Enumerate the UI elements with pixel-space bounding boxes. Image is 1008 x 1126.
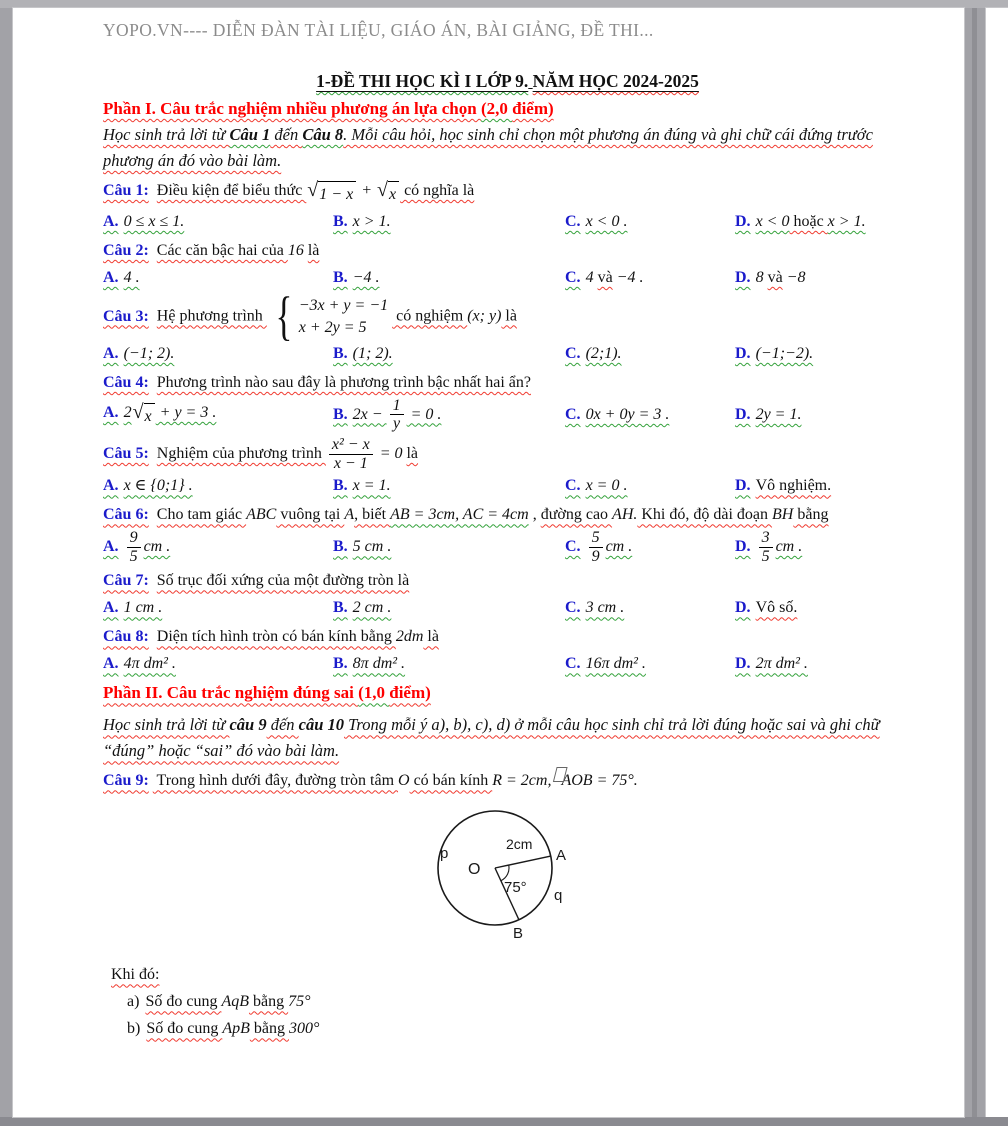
text-run: Điều kiện để biểu thức	[156, 182, 307, 199]
text-run: vuông tại	[276, 506, 345, 524]
option-B	[333, 341, 565, 367]
text-run: 300°	[288, 1020, 320, 1038]
text-run: điểm)	[389, 683, 431, 703]
question-5	[103, 436, 912, 499]
option-letter: C.	[565, 213, 581, 230]
question-label: Câu 8:	[103, 628, 149, 646]
option-D	[735, 341, 912, 367]
question-7	[103, 568, 912, 621]
text-run: 8π dm² .	[352, 655, 406, 673]
equation-line: x + 2y = 5	[298, 319, 367, 337]
center-label: O	[468, 861, 481, 879]
option-letter: C.	[565, 344, 581, 362]
text-run: 5 cm .	[352, 538, 392, 556]
fraction: $\frac{9}{5}$	[127, 529, 141, 565]
text-run: 2dm	[395, 628, 424, 646]
text-run: Nghiệm của phương trình	[156, 444, 326, 462]
option-C	[565, 209, 735, 235]
text-run: 1 cm .	[123, 599, 163, 617]
point-B-label: B	[513, 925, 524, 943]
option-letter: C.	[565, 538, 581, 556]
option-A	[103, 529, 333, 565]
text-run: BH	[772, 506, 794, 524]
text-run: x = 0 .	[585, 477, 628, 495]
sub-item-label: a)	[127, 993, 140, 1011]
option-C	[565, 473, 735, 499]
question-9-label: Câu 9:	[103, 772, 149, 790]
option-B	[333, 209, 565, 235]
question-label: Câu 5:	[103, 444, 149, 462]
text-run: bằng	[249, 1020, 289, 1038]
text-run: x > 1.	[827, 213, 866, 230]
text-run: Câu 1	[229, 125, 271, 144]
question-4	[103, 370, 912, 433]
option-letter: B.	[333, 213, 348, 230]
text-run: hoặc	[789, 213, 828, 230]
sub-items	[103, 988, 912, 1042]
options-row	[103, 473, 912, 499]
option-letter: A.	[103, 269, 119, 286]
text-run: có bán kính	[409, 772, 493, 790]
option-letter: D.	[735, 344, 751, 362]
option-A	[103, 341, 333, 367]
option-A	[103, 209, 333, 235]
question-9-text	[153, 772, 638, 789]
window-top-strip	[0, 0, 1008, 8]
text-run: ApB	[222, 1020, 250, 1038]
option-D	[735, 595, 912, 621]
sub-item-label: b)	[127, 1020, 141, 1038]
question-stem	[103, 624, 912, 650]
text-run: Các căn bậc hai của	[156, 242, 288, 259]
text-run: đến	[270, 125, 303, 144]
option-C	[565, 265, 735, 291]
option-A	[103, 473, 333, 499]
arc-q-label: q	[554, 887, 563, 905]
text-run: O	[398, 772, 410, 790]
text-run: Phần I. Câu trắc nghiệm nhiều phương án lựa chọn	[103, 99, 481, 118]
text-run: = 0	[375, 444, 407, 462]
text-run: 2y = 1.	[755, 405, 802, 423]
fraction: $\frac{1}{y}$	[390, 397, 404, 433]
text-run: là	[423, 628, 439, 646]
text-run: Phần II. Câu trắc nghiệm đúng sai	[103, 683, 359, 703]
question-stem	[103, 436, 912, 472]
text-run: đường cao	[540, 506, 613, 524]
text-run: . Mỗi câu hỏi, học sinh chỉ chọn một phương án đúng và ghi chữ cái đứng trước phương án đó vào bài làm.	[103, 125, 873, 170]
option-letter: B.	[333, 405, 348, 423]
equation-system: { −3x + y = −1 x + 2y = 5	[275, 286, 389, 346]
text-run: 2	[123, 403, 132, 421]
option-D	[735, 529, 912, 565]
text-run: NĂM HỌC 2024-2025	[532, 71, 699, 91]
option-letter: A.	[103, 213, 119, 230]
angle-value-label: 75°	[504, 879, 527, 897]
option-letter: C.	[565, 477, 581, 495]
option-letter: A.	[103, 477, 119, 495]
text-run: 2 cm .	[352, 599, 392, 617]
question-label: Câu 7:	[103, 572, 149, 590]
text-run: Số đo cung	[146, 1020, 223, 1038]
radius-length-label: 2cm	[506, 836, 533, 853]
text-run: cm .	[605, 538, 633, 556]
question-label: Câu 6:	[103, 506, 149, 524]
text-run: điểm)	[512, 99, 554, 118]
text-run: 4π dm² .	[123, 655, 176, 673]
sub-item-a	[103, 988, 912, 1015]
text-run: ,	[528, 506, 541, 524]
text-run: AB = 3cm, AC = 4cm	[390, 506, 529, 524]
circle-diagram	[430, 800, 615, 960]
part1-heading	[103, 96, 912, 122]
text-run: (2;1).	[585, 344, 622, 362]
option-letter: B.	[333, 655, 348, 673]
question-label: Câu 1:	[103, 182, 149, 199]
option-B	[333, 534, 565, 560]
options-row	[103, 397, 912, 433]
text-run: Câu 8	[302, 125, 344, 144]
text-run: Số đo cung	[145, 993, 222, 1011]
option-D	[735, 265, 912, 291]
question-stem	[103, 178, 912, 208]
part1-instructions	[103, 122, 908, 174]
option-D	[735, 209, 912, 235]
text-run: bằng	[248, 993, 289, 1011]
text-run: câu 10	[298, 715, 345, 735]
text-run: x < 0 .	[585, 213, 628, 230]
text-run: x > 1.	[352, 213, 391, 230]
option-letter: D.	[735, 599, 751, 617]
text-run: = 0 .	[406, 405, 442, 423]
text-run: câu 9	[229, 715, 267, 735]
text-run: Vô nghiệm.	[755, 477, 832, 495]
option-B	[333, 397, 565, 433]
text-run: 1-ĐỀ THI HỌC KÌ I LỚP 9.	[316, 71, 529, 91]
option-C	[565, 651, 735, 677]
question-8	[103, 624, 912, 677]
circle-figure	[430, 800, 912, 960]
option-letter: B.	[333, 477, 348, 495]
option-letter: D.	[735, 213, 751, 230]
text-run: AqB	[221, 993, 249, 1011]
text-run: + y = 3 .	[155, 403, 217, 421]
question-label: Câu 3:	[103, 307, 149, 325]
part2-instructions	[103, 712, 908, 764]
part2-heading	[103, 680, 912, 706]
text-run: Vô số.	[755, 599, 798, 617]
sqrt-expression: √ 1 − x	[307, 181, 356, 208]
text-run: 2x −	[352, 405, 387, 423]
text-run: (−1;−2).	[755, 344, 814, 362]
text-run: Trong hình dưới đây, đường tròn tâm	[152, 772, 399, 790]
text-run: cm .	[775, 538, 803, 556]
question-stem	[103, 502, 912, 528]
fraction: $\frac{3}{5}$	[759, 529, 773, 565]
text-run: là	[501, 307, 517, 325]
text-run: +	[357, 182, 376, 199]
option-C	[565, 529, 735, 565]
option-letter: A.	[103, 344, 119, 362]
question-3	[103, 286, 912, 367]
options-row	[103, 651, 912, 677]
fraction: $\frac{5}{9}$	[589, 529, 603, 565]
questions-part1	[103, 178, 912, 677]
text-run: (1,0	[358, 683, 390, 703]
page-gap-shadow	[972, 8, 977, 1117]
text-run: đến	[266, 715, 299, 735]
option-B	[333, 473, 565, 499]
options-row	[103, 265, 912, 291]
option-B	[333, 265, 565, 291]
option-B	[333, 595, 565, 621]
point-A-label: A	[556, 847, 567, 865]
text-run: R = 2cm,	[492, 772, 552, 790]
text-run: 8	[755, 269, 768, 286]
text-run: 16π dm² .	[585, 655, 646, 673]
text-run: , biết	[354, 506, 391, 524]
option-letter: D.	[735, 477, 751, 495]
options-row	[103, 209, 912, 235]
text-run: AH.	[612, 506, 638, 524]
option-A	[103, 265, 333, 291]
option-D	[735, 473, 912, 499]
sqrt-expression: √ x	[377, 181, 399, 208]
option-letter: C.	[565, 655, 581, 673]
radius-OA	[495, 857, 551, 869]
option-letter: A.	[103, 655, 119, 673]
option-C	[565, 341, 735, 367]
text-run: 0 ≤ x ≤ 1.	[123, 213, 185, 230]
text-run: x ∈ {0;1} .	[123, 477, 193, 495]
text-run: 3 cm .	[585, 599, 625, 617]
text-run: x = 1.	[352, 477, 391, 495]
options-row	[103, 341, 912, 367]
option-letter: D.	[735, 269, 751, 286]
khi-do-line	[103, 962, 912, 988]
question-6	[103, 502, 912, 565]
option-letter: C.	[565, 599, 581, 617]
text-run: Học sinh trả lời từ	[103, 715, 230, 735]
text-run: bằng	[793, 506, 829, 524]
option-C	[565, 595, 735, 621]
option-A	[103, 651, 333, 677]
watermark-header: YOPO.VN---- DIỄN ĐÀN TÀI LIỆU, GIÁO ÁN, BÀI GIẢNG, ĐỀ THI...	[103, 20, 654, 40]
arc-p-label: p	[440, 845, 449, 863]
question-stem	[103, 238, 912, 264]
option-letter: B.	[333, 538, 348, 556]
text-run: AOB = 75°.	[561, 772, 638, 790]
option-letter: A.	[103, 403, 119, 421]
option-D	[735, 402, 912, 428]
sqrt-expression: √ x	[133, 403, 155, 430]
text-run: và	[767, 269, 783, 286]
text-run: 0x + 0y = 3 .	[585, 405, 670, 423]
options-row	[103, 529, 912, 565]
option-letter: B.	[333, 269, 348, 286]
option-letter: B.	[333, 344, 348, 362]
text-run: x < 0	[755, 213, 790, 230]
question-label: Câu 2:	[103, 242, 149, 259]
option-C	[565, 402, 735, 428]
question-stem	[103, 286, 912, 346]
equation-line: −3x + y = −1	[298, 296, 389, 314]
question-stem	[103, 568, 912, 594]
text-run: Diện tích hình tròn có bán kính bằng	[156, 628, 396, 646]
text-run: −8	[782, 269, 806, 286]
option-B	[333, 651, 565, 677]
option-D	[735, 651, 912, 677]
option-letter: D.	[735, 655, 751, 673]
question-2	[103, 238, 912, 291]
text-run: Hệ phương trình	[156, 307, 267, 325]
question-stem	[103, 370, 912, 396]
text-run: (1; 2).	[352, 344, 393, 362]
text-run: ABC	[246, 506, 277, 524]
text-run: có nghiệm	[392, 307, 468, 325]
text-run: cm .	[143, 538, 171, 556]
sub-item-b	[103, 1015, 912, 1042]
option-A	[103, 400, 333, 430]
document-title	[103, 71, 912, 92]
option-letter: C.	[565, 405, 581, 423]
option-letter: A.	[103, 538, 119, 556]
text-run: Học sinh trả lời từ	[103, 125, 230, 144]
option-letter: D.	[735, 405, 751, 423]
option-letter: B.	[333, 599, 348, 617]
text-run: A	[344, 506, 355, 524]
fraction: $\frac{\text{x² − x}}{x - 1}$	[329, 436, 373, 472]
text-run: Trong mỗi ý a), b), c), d) ở mỗi câu học sinh chỉ trả lời đúng hoặc sai và ghi chữ “đúng” hoặc “sai” đó vào bài làm.	[103, 715, 880, 761]
text-run: Phương trình nào sau đây là phương trình bậc nhất hai ẩn?	[156, 373, 531, 391]
text-run: Khi đó:	[111, 966, 160, 984]
options-row	[103, 595, 912, 621]
option-letter: A.	[103, 599, 119, 617]
option-A	[103, 595, 333, 621]
text-run: 4 .	[123, 269, 140, 286]
text-run: 4	[585, 269, 598, 286]
text-run: Cho tam giác	[156, 506, 247, 524]
text-run: −4 .	[612, 269, 644, 286]
option-letter: D.	[735, 538, 751, 556]
text-run: (2,0	[480, 99, 513, 118]
text-run: có nghĩa là	[400, 182, 475, 199]
option-letter: C.	[565, 269, 581, 286]
text-run: (−1; 2).	[123, 344, 175, 362]
text-run: và	[597, 269, 613, 286]
text-run: (x; y)	[467, 307, 502, 325]
text-run: −4 .	[352, 269, 380, 286]
text-run: 2π dm² .	[755, 655, 808, 673]
text-run: Số trục đối xứng của một đường tròn là	[156, 572, 410, 590]
text-run: 16	[287, 242, 308, 259]
question-9-stem	[103, 768, 912, 794]
question-label: Câu 4:	[103, 373, 149, 391]
window-bottom-strip	[0, 1117, 1008, 1126]
text-run: là	[307, 242, 320, 259]
text-run: là	[406, 444, 419, 462]
text-run: Khi đó, độ dài đoạn	[637, 506, 773, 524]
document-page	[13, 8, 964, 1117]
question-1	[103, 178, 912, 235]
next-page-edge	[986, 8, 1008, 1117]
text-run: 75°	[288, 993, 311, 1011]
